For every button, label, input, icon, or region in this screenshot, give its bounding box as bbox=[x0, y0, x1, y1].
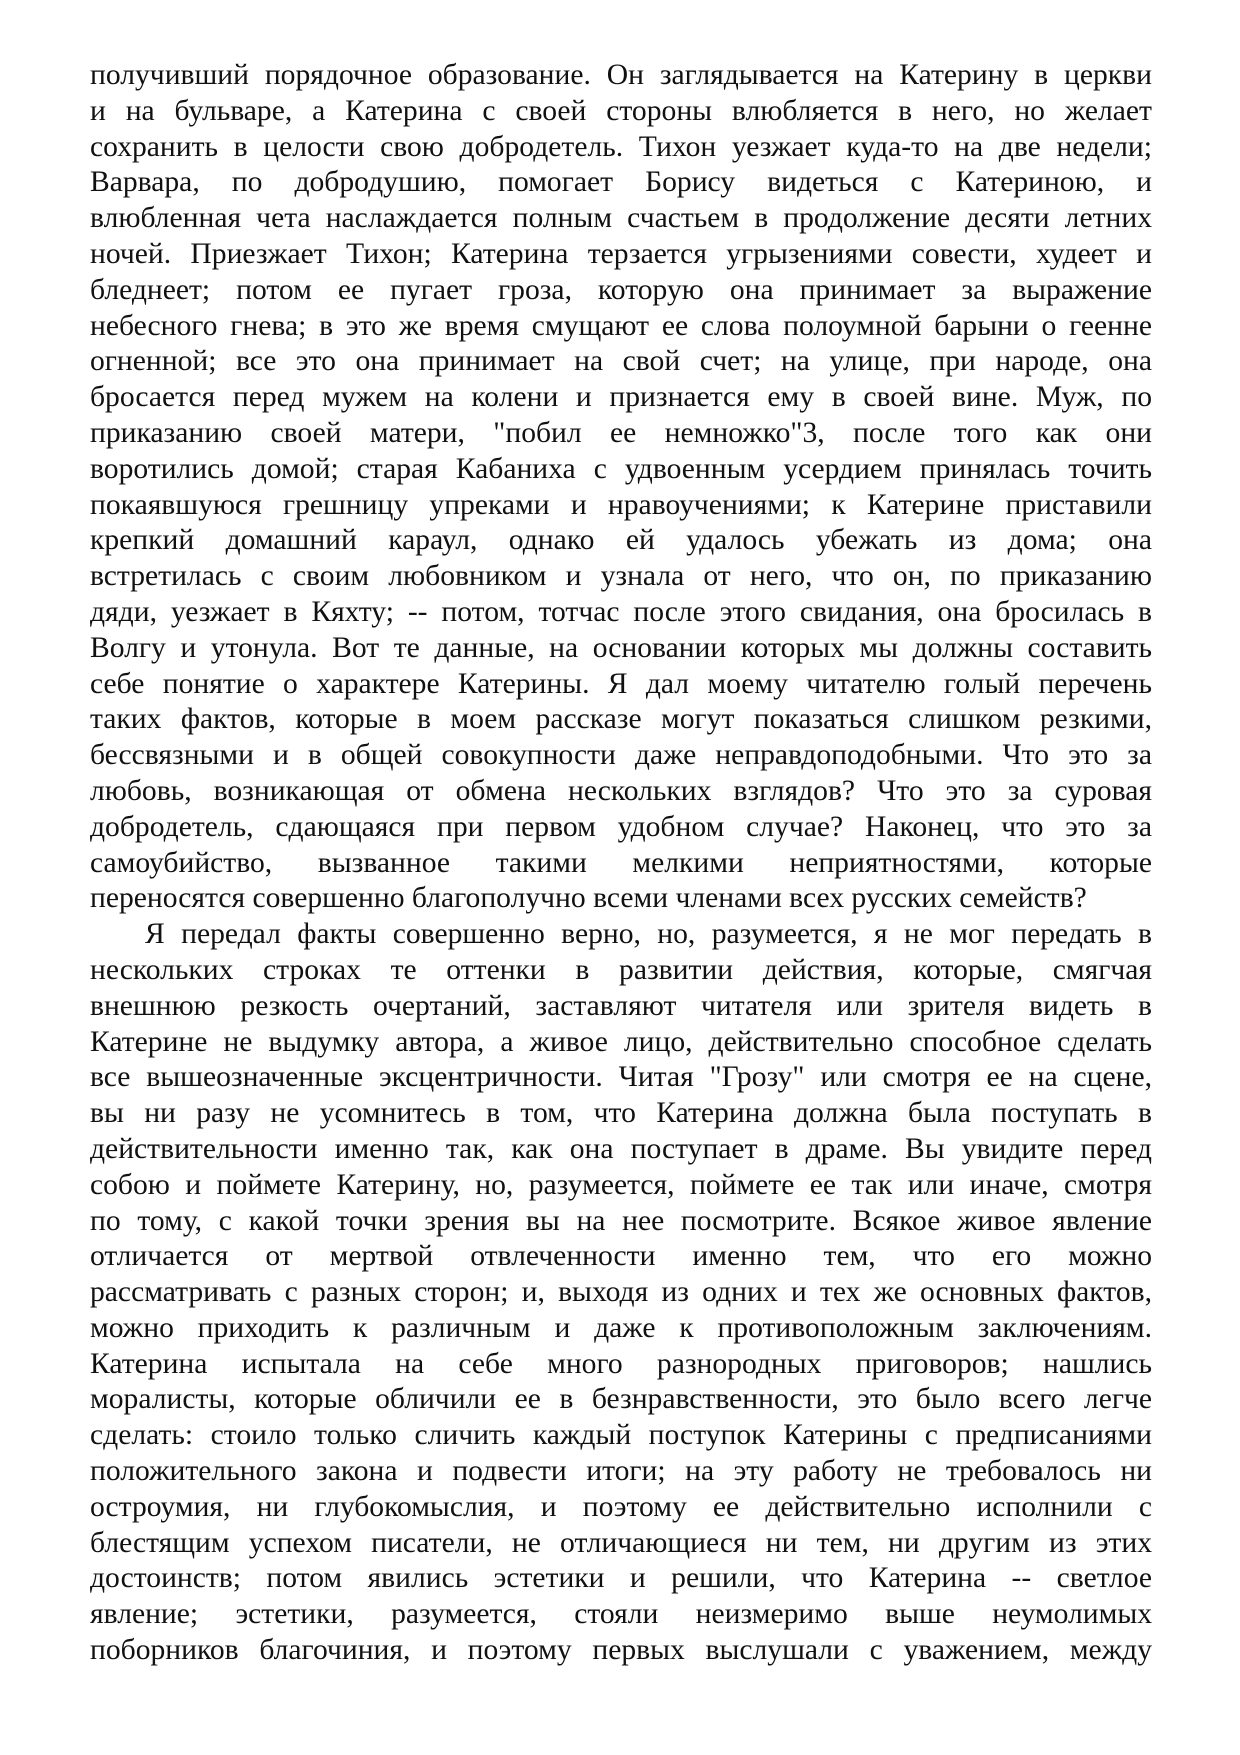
text-line: вы ни разу не усомнитесь в том, что Катерина должна была поступать в bbox=[90, 1097, 1152, 1130]
text-line: крепкий домашний караул, однако ей удалось убежать из дома; она bbox=[90, 524, 1152, 557]
paragraph-2 bbox=[90, 917, 1152, 1669]
text-line: Варвара, по добродушию, помогает Борису видеться с Катериною, и bbox=[90, 166, 1152, 199]
text-line: по тому, с какой точки зрения вы на нее посмотрите. Всякое живое явление bbox=[90, 1204, 1152, 1237]
text-line: воротились домой; старая Кабаниха с удвоенным усердием принялась точить bbox=[90, 452, 1152, 485]
text-line: бросается перед мужем на колени и признается ему в своей вине. Муж, по bbox=[90, 381, 1152, 414]
document-page bbox=[90, 58, 1152, 1669]
text-line: и на бульваре, а Катерина с своей стороны влюбляется в него, но желает bbox=[90, 94, 1152, 127]
text-line: ночей. Приезжает Тихон; Катерина терзается угрызениями совести, худеет и bbox=[90, 237, 1152, 270]
text-line: действительности именно так, как она поступает в драме. Вы увидите перед bbox=[90, 1132, 1152, 1165]
text-line: поборников благочиния, и поэтому первых выслушали с уважением, между bbox=[90, 1634, 1152, 1667]
text-line: влюбленная чета наслаждается полным счастьем в продолжение десяти летних bbox=[90, 202, 1152, 235]
text-line: собою и поймете Катерину, но, разумеется, поймете ее так или иначе, смотря bbox=[90, 1168, 1152, 1201]
text-line: встретилась с своим любовником и узнала от него, что он, по приказанию bbox=[90, 560, 1152, 593]
text-line: небесного гнева; в это же время смущают ее слова полоумной барыни о геенне bbox=[90, 309, 1152, 342]
text-line: Я передал факты совершенно верно, но, разумеется, я не мог передать в bbox=[145, 918, 1152, 951]
text-line: отличается от мертвой отвлеченности именно тем, что его можно bbox=[90, 1240, 1152, 1273]
text-line: любовь, возникающая от обмена нескольких взглядов? Что это за суровая bbox=[90, 774, 1152, 807]
text-line: бессвязными и в общей совокупности даже неправдоподобными. Что это за bbox=[90, 739, 1152, 772]
text-line: блестящим успехом писатели, не отличающиеся ни тем, ни другим из этих bbox=[90, 1526, 1152, 1559]
text-line: Катерина испытала на себе много разнородных приговоров; нашлись bbox=[90, 1347, 1152, 1380]
text-line: внешнюю резкость очертаний, заставляют читателя или зрителя видеть в bbox=[90, 989, 1152, 1022]
text-line: таких фактов, которые в моем рассказе могут показаться слишком резкими, bbox=[90, 703, 1152, 736]
text-line: получивший порядочное образование. Он заглядывается на Катерину в церкви bbox=[90, 59, 1152, 91]
text-line: можно приходить к различным и даже к противоположным заключениям. bbox=[90, 1311, 1152, 1344]
text-line: сделать: стоило только сличить каждый поступок Катерины с предписаниями bbox=[90, 1419, 1152, 1452]
paragraph-1 bbox=[90, 58, 1152, 917]
text-line: Волгу и утонула. Вот те данные, на основании которых мы должны составить bbox=[90, 631, 1152, 664]
text-line: рассматривать с разных сторон; и, выходя из одних и тех же основных фактов, bbox=[90, 1276, 1152, 1309]
text-line: покаявшуюся грешницу упреками и нравоучениями; к Катерине приставили bbox=[90, 488, 1152, 521]
text-line: Катерине не выдумку автора, а живое лицо, действительно способное сделать bbox=[90, 1025, 1152, 1058]
text-line: положительного закона и подвести итоги; на эту работу не требовалось ни bbox=[90, 1455, 1152, 1488]
text-line: все вышеозначенные эксцентричности. Читая "Грозу" или смотря ее на сцене, bbox=[90, 1061, 1152, 1094]
text-line: остроумия, ни глубокомыслия, и поэтому ее действительно исполнили с bbox=[90, 1490, 1152, 1523]
text-line: явление; эстетики, разумеется, стояли неизмеримо выше неумолимых bbox=[90, 1598, 1152, 1631]
text-line: нескольких строках те оттенки в развитии действия, которые, смягчая bbox=[90, 953, 1152, 986]
text-line: дяди, уезжает в Кяхту; -- потом, тотчас после этого свидания, она бросилась в bbox=[90, 595, 1152, 628]
text-line: сохранить в целости свою добродетель. Тихон уезжает куда-то на две недели; bbox=[90, 130, 1152, 163]
text-line: бледнеет; потом ее пугает гроза, которую она принимает за выражение bbox=[90, 273, 1152, 306]
text-line: достоинств; потом явились эстетики и решили, что Катерина -- светлое bbox=[90, 1562, 1152, 1595]
text-line: огненной; все это она принимает на свой счет; на улице, при народе, она bbox=[90, 345, 1152, 378]
text-line: себе понятие о характере Катерины. Я дал моему читателю голый перечень bbox=[90, 667, 1152, 700]
text-line: самоубийство, вызванное такими мелкими неприятностями, которые bbox=[90, 846, 1152, 879]
text-line: приказанию своей матери, "побил ее немножко"3, после того как они bbox=[90, 416, 1152, 449]
text-line: добродетель, сдающаяся при первом удобном случае? Наконец, что это за bbox=[90, 810, 1152, 843]
text-line: переносятся совершенно благополучно всеми членами всех русских семейств? bbox=[90, 882, 1087, 915]
text-line: моралисты, которые обличили ее в безнравственности, это было всего легче bbox=[90, 1383, 1152, 1416]
